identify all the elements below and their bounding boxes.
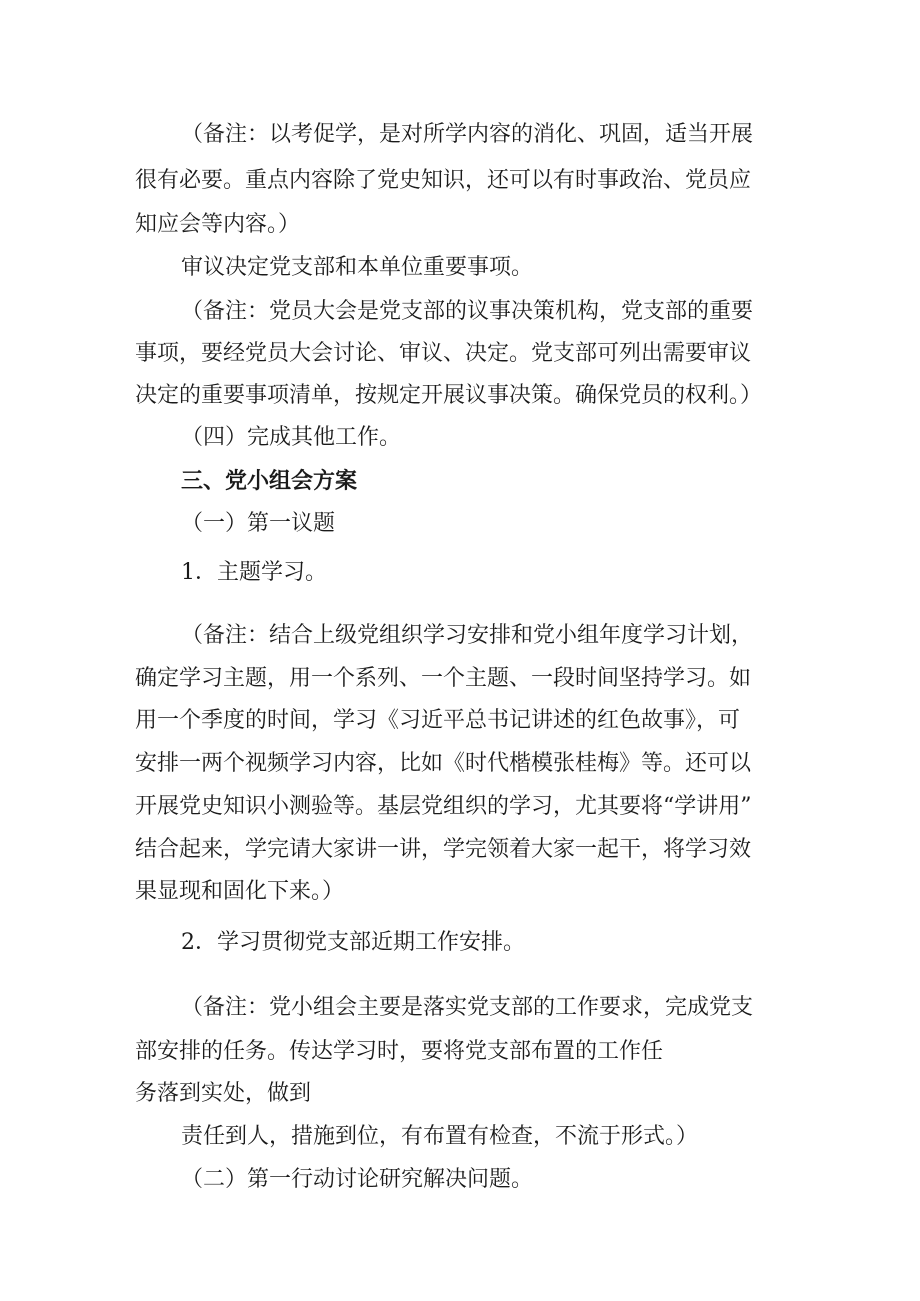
note-paragraph-line: （备注：党员大会是党支部的议事决策机构，党支部的重要 (181, 299, 754, 324)
note-paragraph-line: （备注：结合上级党组织学习安排和党小组年度学习计划， (181, 623, 754, 648)
note-paragraph-line: 结合起来，学完请大家讲一讲，学完领着大家一起干，将学习效 (135, 837, 752, 862)
numbered-item: 1．主题学习。 (181, 560, 327, 585)
note-paragraph-line: 部安排的任务。传达学习时，要将党支部布置的工作任 (135, 1039, 664, 1064)
body-paragraph-line: 审议决定党支部和本单位重要事项。 (181, 255, 534, 280)
note-paragraph-line: 事项，要经党员大会讨论、审议、决定。党支部可列出需要审议 (135, 341, 752, 366)
note-paragraph-line: 务落到实处，做到 (135, 1081, 312, 1106)
subsection-heading: （二）第一行动讨论研究解决问题。 (181, 1167, 534, 1192)
subsection-heading: （四）完成其他工作。 (181, 425, 402, 450)
note-paragraph-line: 果显现和固化下来。） (135, 879, 345, 904)
note-paragraph-line: 决定的重要事项清单，按规定开展议事决策。确保党员的权利。） (135, 383, 763, 408)
note-paragraph-line: 开展党史知识小测验等。基层党组织的学习，尤其要将“学讲用” (135, 794, 752, 819)
note-paragraph-line: 知应会等内容。） (135, 212, 301, 237)
numbered-item: 2．学习贯彻党支部近期工作安排。 (181, 930, 525, 955)
note-paragraph-line: 责任到人，措施到位，有布置有检查，不流于形式。） (181, 1124, 699, 1149)
section-heading: 三、党小组会方案 (181, 468, 358, 494)
note-paragraph-line: （备注：以考促学，是对所学内容的消化、巩固，适当开展 (181, 122, 754, 147)
subsection-heading: （一）第一议题 (181, 511, 336, 536)
note-paragraph-line: （备注：党小组会主要是落实党支部的工作要求，完成党支 (181, 995, 754, 1020)
note-paragraph-line: 很有必要。重点内容除了党史知识，还可以有时事政治、党员应 (135, 168, 752, 193)
note-paragraph-line: 用一个季度的时间，学习《习近平总书记讲述的红色故事》，可 (135, 708, 741, 733)
note-paragraph-line: 安排一两个视频学习内容，比如《时代楷模张桂梅》等。还可以 (135, 751, 752, 776)
note-paragraph-line: 确定学习主题，用一个系列、一个主题、一段时间坚持学习。如 (135, 666, 752, 691)
